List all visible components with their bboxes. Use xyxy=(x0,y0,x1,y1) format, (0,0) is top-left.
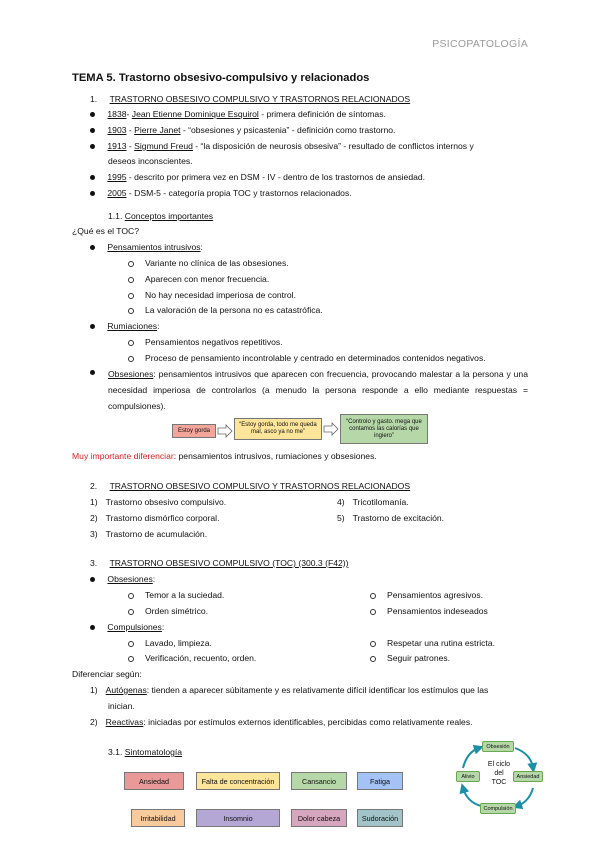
section-title: TRASTORNO OBSESIVO COMPULSIVO Y TRASTORNOS RELACIONADOS xyxy=(109,481,411,491)
symptom-box: Dolor cabeza xyxy=(291,809,347,827)
list-item-text: Lavado, limpieza. xyxy=(145,638,212,648)
intrusivos-label: Pensamientos intrusivos xyxy=(107,242,201,252)
symptom-box: Irritabilidad xyxy=(131,809,185,827)
disorder-item xyxy=(90,511,219,526)
circle-bullet-icon xyxy=(128,277,134,283)
flow-box-obsession: “Controlo y gasto. mega que contamos las calorías que ingiero” xyxy=(340,414,428,444)
item-text: Trastorno obsesivo compulsivo. xyxy=(105,497,227,507)
disorder-item xyxy=(90,527,207,542)
circle-bullet-icon xyxy=(128,641,134,647)
segun-item xyxy=(90,683,488,698)
list-item xyxy=(128,588,224,603)
circle-bullet-icon xyxy=(128,656,134,662)
list-item-text: Respetar una rutina estricta. xyxy=(387,638,495,648)
list-item-text: Aparecen con menor frecuencia. xyxy=(145,274,270,284)
bullet-icon xyxy=(90,128,95,133)
symptom-box: Ansiedad xyxy=(124,772,184,790)
section-number: 1. xyxy=(90,94,98,104)
segun-label: Autógenas xyxy=(105,685,147,695)
list-item-text: No hay necesidad imperiosa de control. xyxy=(145,290,296,300)
segun-continuation: inician. xyxy=(108,701,135,711)
history-sep: - xyxy=(126,141,135,151)
section-2-heading xyxy=(90,479,410,494)
section-1-heading xyxy=(90,92,410,107)
obsesiones-text: : pensamientos intrusivos que aparecen con frecuencia, provocando malestar a la persona y una necesidad imperiosa de controlarlos (a menudo la persona responde a ello mediante respuestas = compulsiones). xyxy=(108,369,528,411)
history-item xyxy=(90,139,474,154)
page-title: TEMA 5. Trastorno obsesivo-compulsivo y relacionados xyxy=(72,72,370,84)
circle-bullet-icon xyxy=(128,609,134,615)
symptom-box: Sudoración xyxy=(357,809,403,827)
label-colon: : xyxy=(200,242,203,252)
list-item xyxy=(128,303,323,318)
important-label: Muy importante diferenciar xyxy=(72,451,174,461)
history-item xyxy=(90,107,386,122)
item-number: 2) xyxy=(90,717,98,727)
important-note xyxy=(72,449,377,464)
list-item xyxy=(128,351,486,366)
history-name: Pierre Janet xyxy=(134,125,181,135)
circle-bullet-icon xyxy=(128,340,134,346)
list-item xyxy=(370,588,483,603)
list-item xyxy=(370,636,495,651)
circle-bullet-icon xyxy=(128,356,134,362)
label-colon: : xyxy=(152,574,156,584)
obsesiones-label: Obsesiones xyxy=(107,574,153,584)
list-item xyxy=(128,604,208,619)
history-name: Jean Etienne Dominique Esquirol xyxy=(131,109,259,119)
history-desc: - DSM-5 - categoría propia TOC y trastornos relacionados. xyxy=(126,188,352,198)
item-number: 3) xyxy=(90,529,98,539)
history-continuation: deseos inconscientes. xyxy=(108,156,193,166)
list-item xyxy=(128,335,283,350)
obsesiones-label: Obsesiones xyxy=(108,369,154,379)
circle-bullet-icon xyxy=(370,593,376,599)
history-sep: - xyxy=(126,125,135,135)
item-text: Trastorno de acumulación. xyxy=(105,529,208,539)
history-item xyxy=(90,186,352,201)
section-title: TRASTORNO OBSESIVO COMPULSIVO (TOC) (300.3 (F42)) xyxy=(109,558,349,568)
history-desc: - “la disposición de neurosis obsesiva” - resultado de conflictos internos y xyxy=(192,141,474,151)
subsection-number: 1.1. xyxy=(108,211,125,221)
subsection-title: Conceptos importantes xyxy=(124,211,214,221)
history-year: 1903 xyxy=(107,125,127,135)
circle-bullet-icon xyxy=(128,293,134,299)
cycle-center-line: TOC xyxy=(491,779,507,786)
section-3-heading xyxy=(90,556,348,571)
item-text: Tricotilomanía. xyxy=(352,497,409,507)
history-desc: - primera definición de síntomas. xyxy=(258,109,386,119)
subsection-1-1 xyxy=(108,209,213,224)
symptom-box: Insomnio xyxy=(196,809,280,827)
history-year: 1838 xyxy=(107,109,127,119)
section-number: 3. xyxy=(90,558,98,568)
disorder-item xyxy=(337,495,409,510)
page-header: PSICOPATOLOGÍA xyxy=(432,38,528,50)
list-item-text: Verificación, recuento, orden. xyxy=(145,653,257,663)
cycle-arrow xyxy=(517,788,533,806)
section-number: 2. xyxy=(90,481,98,491)
segun-label: Reactivas xyxy=(105,717,144,727)
item-number: 2) xyxy=(90,513,98,523)
disorder-item xyxy=(90,495,226,510)
symptom-box: Fatiga xyxy=(357,772,403,790)
bullet-icon xyxy=(90,577,95,582)
label-colon: : xyxy=(157,321,160,331)
list-item-text: Variante no clínica de las obsesiones. xyxy=(145,258,289,268)
rumiaciones-label: Rumiaciones xyxy=(107,321,158,331)
cycle-center-line: del xyxy=(494,770,504,777)
history-year: 1913 xyxy=(107,141,127,151)
list-item-text: Temor a la suciedad. xyxy=(145,590,225,600)
important-text: : pensamientos intrusivos, rumiaciones y obsesiones. xyxy=(173,451,377,461)
item-text: Trastorno de excitación. xyxy=(352,513,445,523)
list-item xyxy=(128,651,256,666)
segun-text: : tienden a aparecer súbitamente y es relativamente difícil identificar los estímulos que las xyxy=(146,685,489,695)
bullet-icon xyxy=(90,245,95,250)
arrow-right-icon xyxy=(217,424,233,438)
disorder-item xyxy=(337,511,444,526)
list-item-text: Proceso de pensamiento incontrolable y centrado en determinados contenidos negativos. xyxy=(145,353,486,363)
list-item xyxy=(128,636,212,651)
list-item-text: Pensamientos agresivos. xyxy=(387,590,484,600)
label-colon: : xyxy=(161,622,165,632)
cycle-center-line: El ciclo xyxy=(487,761,511,768)
circle-bullet-icon xyxy=(128,261,134,267)
cycle-node-compulsion: Compulsión xyxy=(480,803,516,814)
bullet-icon xyxy=(90,324,95,329)
circle-bullet-icon xyxy=(370,641,376,647)
list-item xyxy=(128,272,269,287)
obsesiones-heading xyxy=(90,572,155,587)
symptom-box: Cansancio xyxy=(291,772,347,790)
subsection-3-1 xyxy=(108,745,182,760)
history-name: Sigmund Freud xyxy=(134,141,193,151)
list-item xyxy=(370,604,488,619)
list-item-text: Pensamientos indeseados xyxy=(387,606,488,616)
item-text: Trastorno dismórfico corporal. xyxy=(105,513,220,523)
history-desc: - “obsesiones y psicastenia” - definición como trastorno. xyxy=(180,125,396,135)
history-sep: - xyxy=(126,109,132,119)
segun-item xyxy=(90,715,473,730)
bullet-icon xyxy=(90,625,95,630)
circle-bullet-icon xyxy=(370,609,376,615)
question-heading: ¿Qué es el TOC? xyxy=(72,226,140,236)
intrusivos-heading xyxy=(90,240,203,255)
item-number: 5) xyxy=(337,513,345,523)
circle-bullet-icon xyxy=(128,308,134,314)
section-title: TRASTORNO OBSESIVO COMPULSIVO Y TRASTORNOS RELACIONADOS xyxy=(109,94,411,104)
list-item xyxy=(370,651,450,666)
item-number: 1) xyxy=(90,497,98,507)
rumiaciones-heading xyxy=(90,319,159,334)
bullet-icon xyxy=(90,191,95,196)
history-desc: - descrito por primera vez en DSM - IV - dentro de los trastornos de ansiedad. xyxy=(126,172,426,182)
symptom-box: Falta de concentración xyxy=(196,772,280,790)
circle-bullet-icon xyxy=(128,593,134,599)
list-item xyxy=(128,256,289,271)
flow-box-rumination: “Estoy gorda, todo me queda mal, asco ya no me” xyxy=(234,418,322,440)
item-number: 4) xyxy=(337,497,345,507)
history-year: 2005 xyxy=(107,188,127,198)
list-item-text: La valoración de la persona no es catastrófica. xyxy=(145,305,323,315)
compulsiones-heading xyxy=(90,620,164,635)
list-item-text: Pensamientos negativos repetitivos. xyxy=(145,337,283,347)
history-item xyxy=(90,170,425,185)
flow-box-thought: Estoy gorda xyxy=(172,424,216,438)
cycle-node-alivio: Alivio xyxy=(456,771,480,782)
bullet-icon xyxy=(90,144,95,149)
segun-text: : iniciadas por estímulos externos identificables, percibidas como relativamente reales. xyxy=(143,717,473,727)
bullet-icon xyxy=(90,370,95,375)
list-item-text: Orden simétrico. xyxy=(145,606,209,616)
arrow-right-icon xyxy=(323,422,339,436)
circle-bullet-icon xyxy=(370,656,376,662)
cycle-node-ansiedad: Ansiedad xyxy=(513,771,543,782)
compulsiones-label: Compulsiones xyxy=(107,622,162,632)
diferenciar-heading: Diferenciar según: xyxy=(72,669,142,679)
list-item xyxy=(128,288,296,303)
subsection-number: 3.1. xyxy=(108,747,125,757)
bullet-icon xyxy=(90,175,95,180)
bullet-icon xyxy=(90,112,95,117)
history-year: 1995 xyxy=(107,172,127,182)
list-item-text: Seguir patrones. xyxy=(387,653,451,663)
obsesiones-definition xyxy=(108,366,528,414)
cycle-node-obsesion: Obsesión xyxy=(482,741,514,752)
subsection-title: Sintomatología xyxy=(124,747,183,757)
cycle-arrow xyxy=(463,788,481,806)
bullet-icon-wrap xyxy=(90,367,95,377)
item-number: 1) xyxy=(90,685,98,695)
history-item xyxy=(90,123,395,138)
